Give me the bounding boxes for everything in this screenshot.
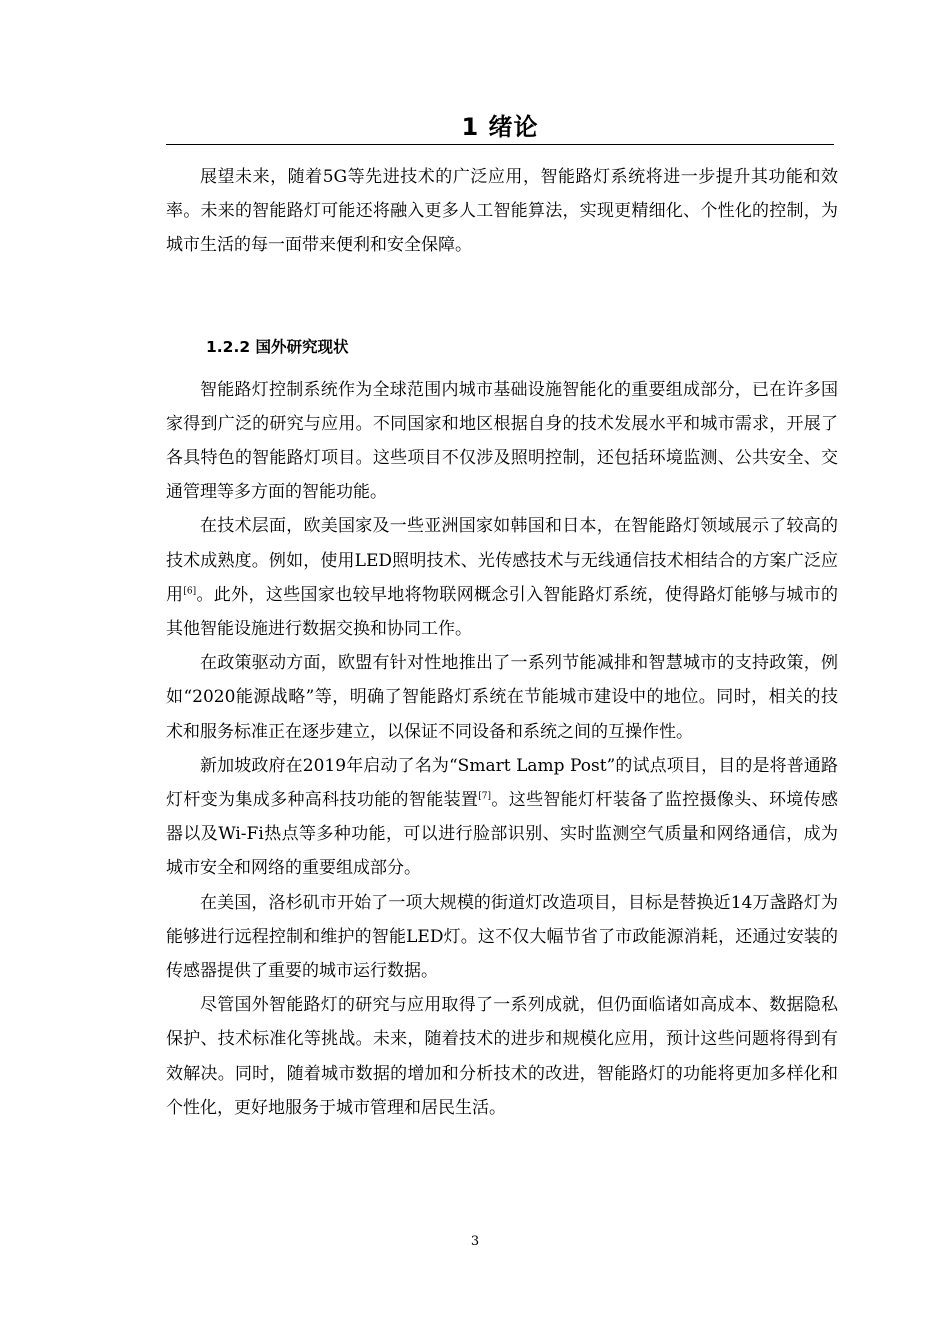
page-number: 3 [470, 1234, 480, 1249]
paragraph-text-continued: 。这些智能灯杆装备了监控摄像头、环境传感器以及Wi-Fi热点等多种功能，可以进行脸部识别、实时监测空气质量和网络通信，成为城市安全和网络的重要组成部分。 [166, 790, 839, 879]
paragraph-text: 新加坡政府在2019年启动了名为“Smart Lamp Post”的试点项目，目的是将普通路灯杆变为集成多种高科技功能的智能装置 [166, 755, 838, 811]
paragraph-overview: 智能路灯控制系统作为全球范围内城市基础设施智能化的重要组成部分，已在许多国家得到广泛的研究与应用。不同国家和地区根据自身的技术发展水平和城市需求，开展了各具特色的智能路灯项目。这些项目不仅涉及照明控制，还包括环境监测、公共安全、交通管理等多方面的智能功能。 [166, 379, 838, 503]
paragraph-text: 在技术层面，欧美国家及一些亚洲国家如韩国和日本，在智能路灯领域展示了较高的技术成熟度。例如，使用LED照明技术、光传感技术与无线通信技术相结合的方案广泛应用 [166, 516, 838, 605]
paragraph-technology [166, 509, 838, 646]
paragraph-usa: 在美国，洛杉矶市开始了一项大规模的街道灯改造项目，目标是替换近14万盏路灯为能够进行远程控制和维护的智能LED灯。这不仅大幅节省了市政能源消耗，还通过安装的传感器提供了重要的城市运行数据。 [166, 892, 838, 982]
paragraph-text-continued: 。此外，这些国家也较早地将物联网概念引入智能路灯系统，使得路灯能够与城市的其他智能设施进行数据交换和协同工作。 [166, 584, 839, 640]
chapter-header [166, 112, 834, 145]
chapter-title: 1 绪论 [461, 113, 539, 141]
section-heading: 1.2.2 国外研究现状 [206, 337, 349, 356]
page-body [166, 160, 838, 1125]
citation-marker[interactable]: [7] [478, 791, 492, 802]
paragraph-challenges: 尽管国外智能路灯的研究与应用取得了一系列成就，但仍面临诸如高成本、数据隐私保护、技术标准化等挑战。未来，随着技术的进步和规模化应用，预计这些问题将得到有效解决。同时，随着城市数据的增加和分析技术的改进，智能路灯的功能将更加多样化和个性化，更好地服务于城市管理和居民生活。 [166, 995, 838, 1118]
paragraph-policy: 在政策驱动方面，欧盟有针对性地推出了一系列节能减排和智慧城市的支持政策，例如“2020能源战略”等，明确了智能路灯系统在节能城市建设中的地位。同时，相关的技术和服务标准正在逐步建立，以保证不同设备和系统之间的互操作性。 [166, 653, 838, 742]
citation-marker[interactable]: [6] [183, 586, 197, 597]
intro-paragraph: 展望未来，随着5G等先进技术的广泛应用，智能路灯系统将进一步提升其功能和效率。未来的智能路灯可能还将融入更多人工智能算法，实现更精细化、个性化的控制，为城市生活的每一面带来便利和安全保障。 [166, 167, 838, 256]
paragraph-singapore [166, 749, 838, 886]
